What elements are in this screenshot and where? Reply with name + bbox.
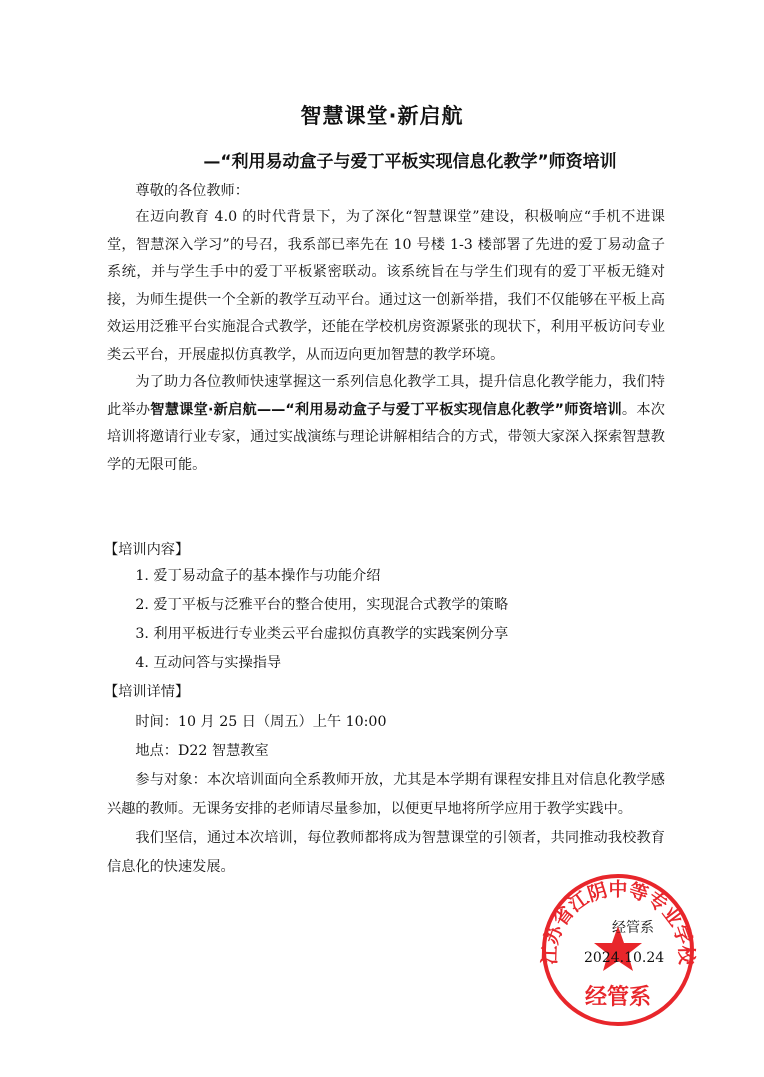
document-title: 智慧课堂·新启航 — [300, 104, 464, 128]
document-body — [107, 178, 665, 479]
announcement-lead: 为了助力各位教师快速掌握这一系列信息化教学工具，提升信息化教学能力，我们特此举办 — [107, 374, 665, 418]
seal-ring-text: 江苏省江阴中等专业学校 — [538, 878, 698, 966]
content-item-4: 4. 互动问答与实操指导 — [135, 655, 282, 671]
signature-department: 经管系 — [612, 920, 654, 936]
signature-date: 2024.10.24 — [584, 950, 665, 966]
content-item-3: 3. 利用平板进行专业类云平台虚拟仿真教学的实践案例分享 — [135, 626, 509, 642]
content-section — [104, 538, 664, 707]
content-heading: 【培训内容】 — [104, 542, 190, 558]
closing-paragraph: 我们坚信，通过本次培训，每位教师都将成为智慧课堂的引领者，共同推动我校教育信息化的快速发展。 — [107, 830, 665, 875]
content-item-1: 1. 爱丁易动盒子的基本操作与功能介绍 — [135, 568, 381, 584]
announcement-tail: 。本次培训将邀请行业专家，通过实战演练与理论讲解相结合的方式，带领大家深入探索智慧教学的无限可能。 — [107, 401, 665, 473]
seal-center-text: 经管系 — [584, 985, 652, 1010]
training-time: 时间：10 月 25 日（周五）上午 10:00 — [135, 714, 387, 730]
paragraph-announcement — [107, 369, 665, 479]
content-item-2: 2. 爱丁平板与泛雅平台的整合使用，实现混合式教学的策略 — [135, 597, 509, 613]
document-subtitle: —“利用易动盒子与爱丁平板实现信息化教学”师资培训 — [203, 152, 617, 172]
greeting: 尊敬的各位教师： — [135, 183, 249, 199]
training-place: 地点：D22 智慧教室 — [135, 743, 269, 759]
training-audience: 参与对象：本次培训面向全系教师开放，尤其是本学期有课程安排且对信息化教学感兴趣的教师。无课务安排的老师请尽量参加，以便更早地将所学应用于教学实践中。 — [107, 772, 665, 817]
details-heading: 【培训详情】 — [104, 684, 190, 700]
paragraph-background: 在迈向教育 4.0 的时代背景下，为了深化“智慧课堂”建设，积极响应“手机不进课堂，智慧深入学习”的号召，我系部已率先在 10 号楼 1-3 楼部署了先进的爱丁易动盒子系统，并与学生手中的爱丁平板紧密联动。该系统旨在与学生们现有的爱丁平板无缝对接，为师生提供一个全新的教学互动平台。通过这一创新举措，我们不仅能够在平板上高效运用泛雅平台实施混合式教学，还能在学校机房资源紧张的现状下，利用平板访问专业类云平台，开展虚拟仿真教学，从而迈向更加智慧的教学环境。 — [107, 209, 665, 363]
details-section — [107, 708, 665, 882]
training-name: 智慧课堂·新启航——“利用易动盒子与爱丁平板实现信息化教学”师资培训 — [150, 401, 622, 418]
